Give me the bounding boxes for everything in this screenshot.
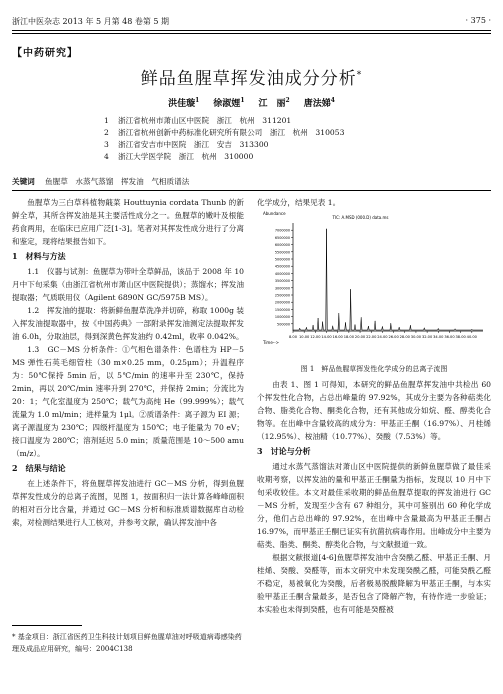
paragraph: 1.3 GC－MS 分析条件：①气相色谱条件：色谱柱为 HP－5 MS 弹性石英毛细管柱（30 m×0.25 mm，0.25μm）；升温程序为：50℃保持 5min 后，以 5℃/min 的速率升至 230℃，保持 2min，再以 20℃/min 速率升到 270℃，并保持 2min；分流比为 20：1；气化室温度为 250℃；载气为高纯 He（99.999%）；载气流量为 1.0 ml/min；进样量为 1μl。②质谱条件：离子源为 EI 源；离子源温度为 230℃；四级杆温度为 150℃；电子能量为 70 eV；接口温度为 280℃；溶剂延迟 5.0 min；质量范围是 10～500 amu（m/z）。: [12, 345, 244, 458]
keywords: [12, 176, 189, 187]
header-rule-thin: [12, 33, 491, 34]
running-header: [12, 16, 491, 27]
paragraph: 鱼腥草为三白草科植物蕺菜 Houttuynia cordata Thunb 的新鲜全草，其所含挥发油是其主要活性成分之一。鱼腥草的嫩叶及根能药食两用，在临床已应用广泛[1-3]。笔者对其挥发性成分进行了分离和鉴定，现将结果报告如下。: [12, 198, 244, 246]
x-tick-label: 12.00: [310, 335, 321, 339]
author-list: [0, 96, 503, 109]
tic-trace: [293, 229, 483, 330]
x-tick-label: 20.00: [354, 335, 366, 339]
paragraph: 1.1 仪器与试剂：鱼腥草为带叶全草鲜品，该品于 2008 年 10 月中下旬采集（由浙江省杭州市萧山区中医院提供）；蒸馏水；挥发油提取器；气质联用仪（Agilent 6890N GC/5975B MS）。: [12, 267, 244, 302]
x-tick-label: 32.00: [421, 335, 433, 339]
x-axis-label: Time-->: [263, 340, 280, 345]
keywords-label: 关键词: [12, 177, 35, 186]
paragraph: 在上述条件下，将鱼腥草挥发油进行 GC－MS 分析，得到鱼腥草挥发性成分的总离子流图，见图 1，按面积归一法计算各峰峰面积的相对百分比含量，并通过 GC－MS 分析和标准质谱数据库自动检索，对检测结果进行人工核对，并参考文献，确认挥发油中各: [12, 479, 244, 527]
y-tick-label: 5000000: [274, 257, 290, 262]
y-tick-label: 4000000: [274, 271, 290, 276]
x-tick-label: 22.00: [366, 335, 377, 339]
header-rule: [12, 30, 491, 31]
affiliation-number: 1: [104, 116, 109, 125]
y-tick-label: 3500000: [274, 279, 290, 284]
page-number: · 375 ·: [465, 16, 491, 25]
affiliation-line: [104, 140, 269, 150]
author-affiliation-mark: 2: [285, 97, 290, 104]
x-tick-label: 28.00: [399, 335, 410, 339]
x-tick-label: 16.00: [332, 335, 343, 339]
x-tick-label: 30.00: [410, 335, 422, 339]
author-affiliation-mark: 1: [240, 97, 245, 104]
author-name: 唐法娣$^4$: [303, 97, 335, 109]
y-tick-label: 6500000: [274, 235, 290, 240]
chart-svg: [257, 201, 491, 357]
paragraph: 由表 1、图 1 可得知，本研究的鲜品鱼腥草挥发油中共检出 60 个挥发性化合物，占总出峰量的 97.92%，其成分主要为各种萜类化合物、脂类化合物、酮类化合物，还有其他成分如烷、醛、醇类化合物等。在出峰中含量较高的成分为：甲基正壬酮（16.97%）、月桂烯（12.95%）、桉油精（10.77%）、癸酸（7.53%）等。: [257, 380, 491, 441]
affiliation-text: 浙江省杭州市萧山区中医院 浙江 杭州 311201: [118, 116, 292, 125]
author-name: 徐淑娌$^1$: [213, 97, 245, 109]
affiliation-number: 4: [104, 152, 109, 161]
y-tick-label: 1500000: [274, 307, 290, 312]
author-affiliation-mark: 1: [195, 97, 200, 104]
footnote-rule: [12, 625, 82, 626]
paragraph: 通过水蒸气蒸馏法对萧山区中医院提供的新鲜鱼腥草做了最佳采收期考察，以挥发油的量和甲基正壬酮量为指标，发现以 10 月中下旬采收较佳。本文对最佳采收期的鲜品鱼腥草提取的挥发油进行 GC－MS 分析，发现至少含有 67 种组分，其中可鉴别出 60 种化学成分，他们占总出峰的 97.92%，在出峰中含量最高为甲基正壬酮占 16.97%，而甲基正壬酮已证实有抗菌抗病毒作用。出峰成分中主要为萜类、脂类、酮类、醇类化合物，与文献报道一致。: [257, 462, 491, 549]
column-tag: 【中药研究】: [12, 48, 78, 59]
affiliation-number: 3: [104, 140, 109, 149]
section-heading: 3 讨论与分析: [257, 446, 311, 456]
title-footnote-mark: *: [356, 70, 363, 81]
keywords-text: 鱼腥草 水蒸气蒸馏 挥发油 气相质谱法: [45, 177, 190, 186]
x-tick-label: 24.00: [377, 335, 388, 339]
y-tick-label: 7000000: [274, 228, 290, 233]
affiliation-text: 浙江省安吉市中医院 浙江 安吉 313300: [118, 140, 269, 149]
title-text: 鲜品鱼腥草挥发油成分分析: [140, 69, 357, 89]
right-column: [257, 378, 491, 616]
left-column: [12, 196, 244, 529]
x-tick-label: 8.00: [288, 335, 298, 339]
author-affiliation-mark: 4: [330, 97, 335, 104]
x-tick-label: 36.00: [444, 335, 455, 339]
x-tick-label: 14.00: [321, 335, 332, 339]
x-tick-label: 10.00: [299, 335, 310, 339]
y-tick-label: 2000000: [274, 300, 290, 305]
x-tick-label: 38.00: [455, 335, 466, 339]
y-tick-label: 1000000: [274, 315, 290, 320]
series-label: TIC: A.MSD (000.D) data.ms: [332, 215, 389, 220]
y-tick-label: 4500000: [274, 264, 290, 269]
x-tick-label: 18.00: [343, 335, 355, 339]
y-tick-label: 3000000: [274, 286, 290, 291]
author-name: 江 丽$^2$: [258, 97, 290, 109]
y-tick-label: 6000000: [274, 243, 290, 248]
affiliation-line: [104, 116, 291, 126]
section-heading: 2 结果与结论: [12, 463, 66, 473]
figure-caption: 图 1 鲜品鱼腥草挥发性化学成分的总离子流图: [300, 365, 448, 373]
y-tick-label: 500000: [277, 322, 290, 327]
x-tick-label: 34.00: [433, 335, 444, 339]
y-tick-label: 5500000: [274, 250, 290, 255]
affiliation-number: 2: [104, 128, 109, 137]
affiliation-text: 浙江大学医学院 浙江 杭州 310000: [118, 152, 254, 161]
x-tick-label: 26.00: [388, 335, 399, 339]
article-title: [0, 64, 503, 89]
abstract-divider: [12, 190, 491, 191]
author-name: 洪佳璇$^1$: [168, 97, 200, 109]
y-tick-label: 2500000: [274, 293, 290, 298]
paragraph: 1.2 挥发油的提取：将新鲜鱼腥草洗净并切碎，称取 1000g 装入挥发油提取器中，按《中国药典》一部附录挥发油测定法提取挥发油 6.0h，分取油层，得到深黄色挥发油约 0.42ml，收率 0.042%。: [12, 306, 244, 341]
x-tick-label: 40.00: [466, 335, 477, 339]
funding-footnote: * 基金项目：浙江省医药卫生科技计划项目鲜鱼腥草油对呼吸道病毒感染药理及成品应用研究，编号：2004C138: [12, 633, 242, 653]
affiliation-text: 浙江省杭州创新中药标准化研究所有限公司 浙江 杭州 310053: [118, 128, 345, 137]
paragraph: 化学成分，结果见表 1。: [257, 198, 341, 207]
section-heading: 1 材料与方法: [12, 251, 66, 261]
y-axis-label: Abundance: [263, 211, 286, 216]
paragraph: 根据文献报道[4-6]鱼腥草挥发油中含癸酰乙醛、甲基正壬酮、月桂烯、癸酸、癸醛等，而本文研究中未发现癸酰乙醛，可能癸酰乙醛不稳定，易被氧化为癸酸，后者极易脱酸降解为甲基正壬酮，与本实验甲基正壬酮含量最多，是否包含了降解产物，有待作进一步验证；本实验也未得到癸醛，也有可能是癸醛被: [257, 553, 491, 614]
affiliation-line: [104, 152, 253, 162]
affiliation-line: [104, 128, 344, 138]
journal-info: 浙江中医杂志 2013 年 5 月第 48 卷第 5 期: [12, 17, 170, 26]
tic-chart: [257, 201, 491, 357]
